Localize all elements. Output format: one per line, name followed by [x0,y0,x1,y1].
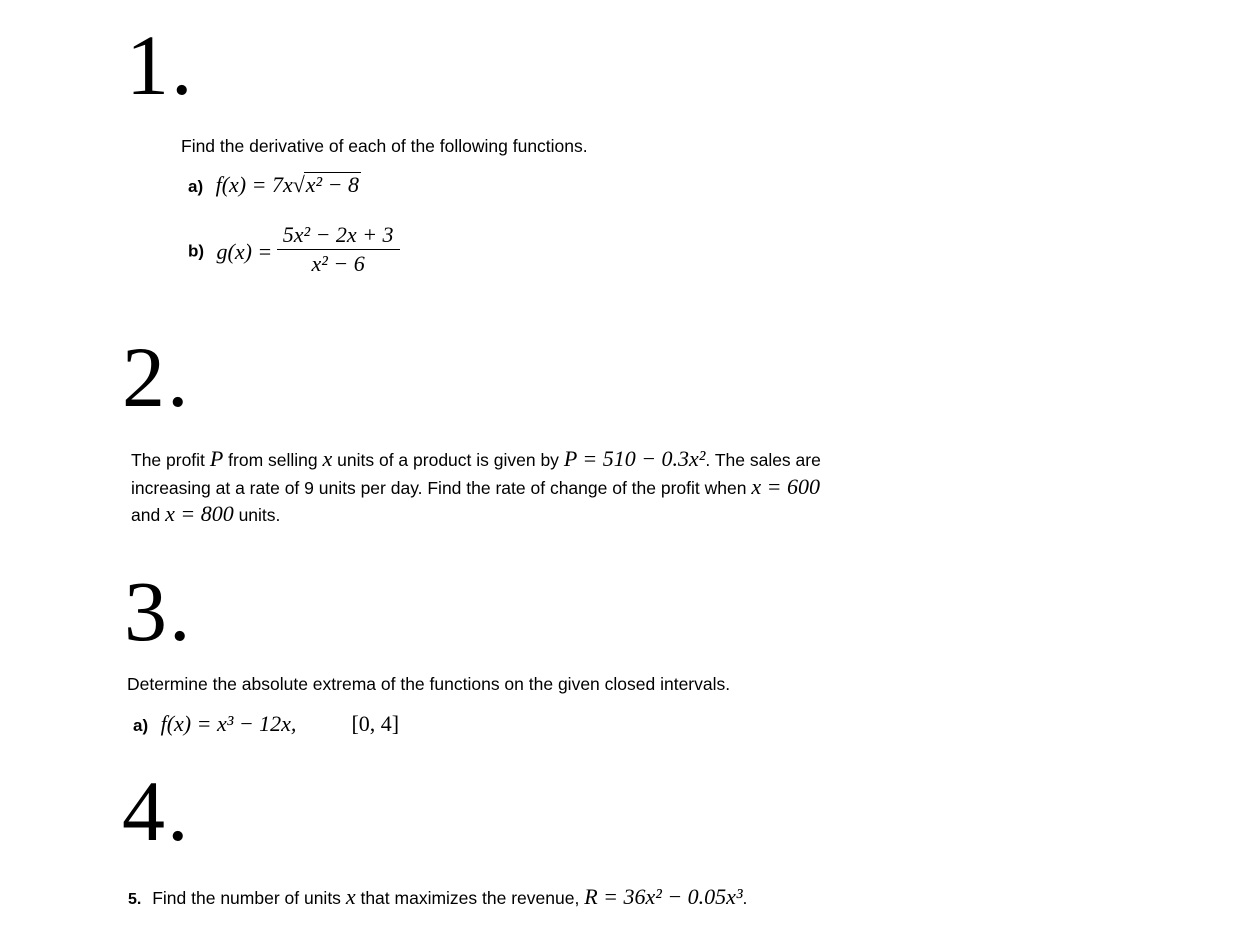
item-label: b) [188,241,205,261]
section-1-instruction: Find the derivative of each of the following functions. [181,136,588,156]
condition-x-600: x = 600 [751,474,820,499]
variable-x: x [345,884,356,909]
text: units of a product is given by [337,450,559,470]
fraction [277,224,400,275]
text: . [742,888,748,908]
variable-x: x [322,446,333,471]
section-4-problem [128,886,747,908]
text: The profit [131,450,205,470]
problem-1a [188,172,361,197]
item-label: 5. [128,891,142,908]
section-2-line-1 [131,448,821,470]
problem-1b [188,222,400,277]
item-label: a) [133,716,149,735]
profit-formula: P = 510 − 0.3x² [563,446,706,471]
text: from selling [228,450,318,470]
interval: [0, 4] [351,711,400,736]
section-number-4: 4. [122,763,191,859]
section-3-instruction: Determine the absolute extrema of the functions on the given closed intervals. [127,674,731,694]
text: increasing at a rate of 9 units per day. Find the rate of change of the profit when [131,478,747,498]
function-lhs: g(x) = [216,238,273,264]
text: Find the number of units [152,888,341,908]
section-number-1: 1. [126,17,195,113]
revenue-formula: R = 36x² − 0.05x³ [584,884,743,909]
radicand: x² − 8 [305,172,360,197]
text: and [131,505,161,525]
fraction-numerator: 5x² − 2x + 3 [277,224,400,250]
fraction-denominator: x² − 6 [311,251,365,276]
function-lhs: f(x) = 7x [215,172,293,197]
section-number-2: 2. [122,329,191,425]
section-2-line-2 [131,476,820,498]
problem-3a [133,713,399,736]
function: f(x) = x³ − 12x, [160,711,297,736]
text: units. [238,505,281,525]
variable-p: P [209,446,224,471]
section-2-line-3 [131,503,280,525]
condition-x-800: x = 800 [165,501,234,526]
section-number-3: 3. [124,563,193,659]
text: . The sales are [705,450,821,470]
item-label: a) [188,177,204,196]
sqrt-icon: √ [292,172,305,197]
text: that maximizes the revenue, [360,888,580,908]
